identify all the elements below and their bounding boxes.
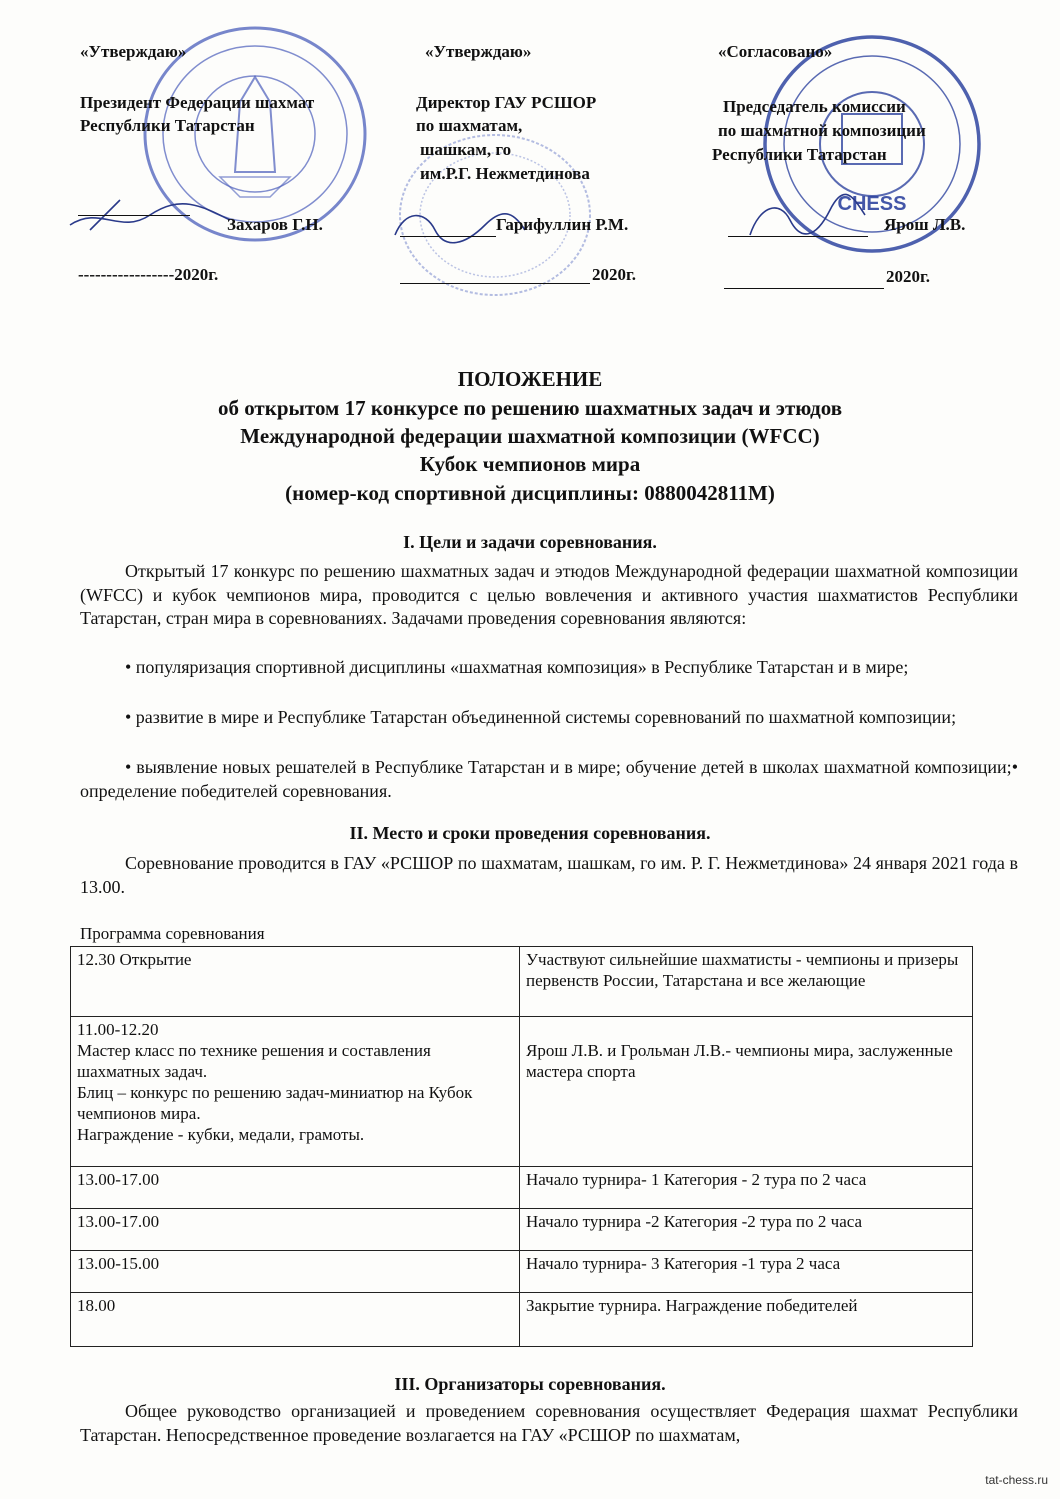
signer-name-3: Ярош Л.В. bbox=[884, 215, 966, 234]
footer-url[interactable]: tat-chess.ru bbox=[985, 1473, 1048, 1487]
program-row bbox=[71, 1167, 973, 1209]
signature-line-2b bbox=[400, 283, 590, 284]
title-line5: (номер-код спортивной дисциплины: 0880042811М) bbox=[285, 481, 775, 505]
role-3-line2: по шахматной композиции bbox=[718, 121, 926, 140]
program-cell-left: 13.00-17.00 bbox=[71, 1209, 520, 1251]
program-row bbox=[71, 947, 973, 1017]
date-2: 2020г. bbox=[592, 265, 637, 284]
stamp-chess-text: CHESS bbox=[837, 193, 907, 215]
signature-line-3a bbox=[728, 236, 868, 237]
program-label: Программа соревнования bbox=[80, 924, 265, 943]
section1-bullet2 bbox=[80, 706, 1018, 730]
program-cell-left: 11.00-12.20 Мастер класс по технике решения и составления шахматных задач. Блиц – конкурс по решению задач-миниатюр на Кубок чемпионов мира. Награждение - кубки, медали, грамоты. bbox=[71, 1017, 520, 1167]
role-1-line2: Республики Татарстан bbox=[80, 116, 255, 135]
signature-line-3b bbox=[724, 288, 884, 289]
signer-name-2: Гарифуллин Р.М. bbox=[496, 215, 629, 234]
program-cell-right: Начало турнира -2 Категория -2 тура по 2 часа bbox=[520, 1209, 973, 1251]
role-1-line1: Президент Федерации шахмат bbox=[80, 93, 315, 112]
program-row bbox=[71, 1251, 973, 1293]
signer-name-1: Захаров Г.Н. bbox=[227, 215, 323, 234]
section3-text bbox=[80, 1400, 1018, 1447]
role-2-line2: по шахматам, bbox=[416, 116, 523, 135]
program-cell-right: Закрытие турнира. Награждение победителей bbox=[520, 1293, 973, 1347]
section1-heading: I. Цели и задачи соревнования. bbox=[403, 532, 657, 552]
role-3-line3: Республики Татарстан bbox=[712, 145, 887, 164]
program-cell-right: Начало турнира- 3 Категория -1 тура 2 часа bbox=[520, 1251, 973, 1293]
section1-bullet3-text: • выявление новых решателей в Республике Татарстан и в мире; обучение детей в школах шахматной композиции;• определение победителей соревнования. bbox=[80, 757, 1018, 801]
signature-line-2a bbox=[400, 236, 496, 237]
section1-intro-text: Открытый 17 конкурс по решению шахматных задач и этюдов Международной федерации шахматной композиции (WFCC) и кубок чемпионов мира, проводится с целью вовлечения и активного участия шахматистов Республики Татарстан, стран мира в соревнованиях. Задачами проведения соревнования являются: bbox=[80, 561, 1018, 628]
role-2-line1: Директор ГАУ РСШОР bbox=[416, 93, 597, 112]
program-cell-left: 18.00 bbox=[71, 1293, 520, 1347]
section2-text bbox=[80, 852, 1018, 899]
program-cell-right: Ярош Л.В. и Грольман Л.В.- чемпионы мира, заслуженные мастера спорта bbox=[520, 1017, 973, 1167]
role-2-line4: им.Р.Г. Нежметдинова bbox=[420, 164, 590, 183]
approve-label-1: «Утверждаю» bbox=[80, 42, 187, 61]
section2-text-body: Соревнование проводится в ГАУ «РСШОР по шахматам, шашкам, го им. Р. Г. Нежметдинова» 24 января 2021 года в 13.00. bbox=[80, 853, 1018, 897]
section3-heading: III. Организаторы соревнования. bbox=[394, 1374, 666, 1394]
role-3-line1: Председатель комиссии bbox=[723, 97, 906, 116]
section1-bullet3 bbox=[80, 756, 1018, 803]
program-cell-left: 12.30 Открытие bbox=[71, 947, 520, 1017]
title-line4: Кубок чемпионов мира bbox=[419, 452, 641, 476]
signature-yarosh bbox=[735, 185, 875, 255]
program-table bbox=[70, 946, 973, 1347]
program-cell-right: Участвуют сильнейшие шахматисты - чемпионы и призеры первенств России, Татарстана и все желающие bbox=[520, 947, 973, 1017]
date-1: -----------------2020г. bbox=[78, 265, 219, 284]
date-3: 2020г. bbox=[886, 267, 931, 286]
program-row bbox=[71, 1209, 973, 1251]
section2-heading: II. Место и сроки проведения соревнования. bbox=[349, 823, 711, 843]
program-row bbox=[71, 1017, 973, 1167]
program-row bbox=[71, 1293, 973, 1347]
program-cell-left: 13.00-17.00 bbox=[71, 1167, 520, 1209]
approve-label-2: «Утверждаю» bbox=[425, 42, 532, 61]
section1-intro bbox=[80, 560, 1018, 631]
section1-bullet1 bbox=[80, 656, 1018, 680]
title-line1: ПОЛОЖЕНИЕ bbox=[457, 367, 603, 391]
section3-text-body: Общее руководство организацией и проведением соревнования осуществляет Федерация шахмат Республики Татарстан. Непосредственное проведение возлагается на ГАУ «РСШОР по шахматам, bbox=[80, 1401, 1018, 1445]
program-cell-right: Начало турнира- 1 Категория - 2 тура по 2 часа bbox=[520, 1167, 973, 1209]
section1-bullet2-text: • развитие в мире и Республике Татарстан объединенной системы соревнований по шахматной композиции; bbox=[125, 707, 957, 727]
signature-line-1 bbox=[78, 215, 190, 216]
title-line3: Международной федерации шахматной композиции (WFCC) bbox=[240, 424, 820, 448]
program-cell-left: 13.00-15.00 bbox=[71, 1251, 520, 1293]
role-2-line3: шашкам, го bbox=[420, 140, 512, 159]
title-line2: об открытом 17 конкурсе по решению шахматных задач и этюдов bbox=[217, 396, 843, 420]
approve-label-3: «Согласовано» bbox=[718, 42, 833, 61]
section1-bullet1-text: • популяризация спортивной дисциплины «шахматная композиция» в Республике Татарстан и в мире; bbox=[125, 657, 909, 677]
